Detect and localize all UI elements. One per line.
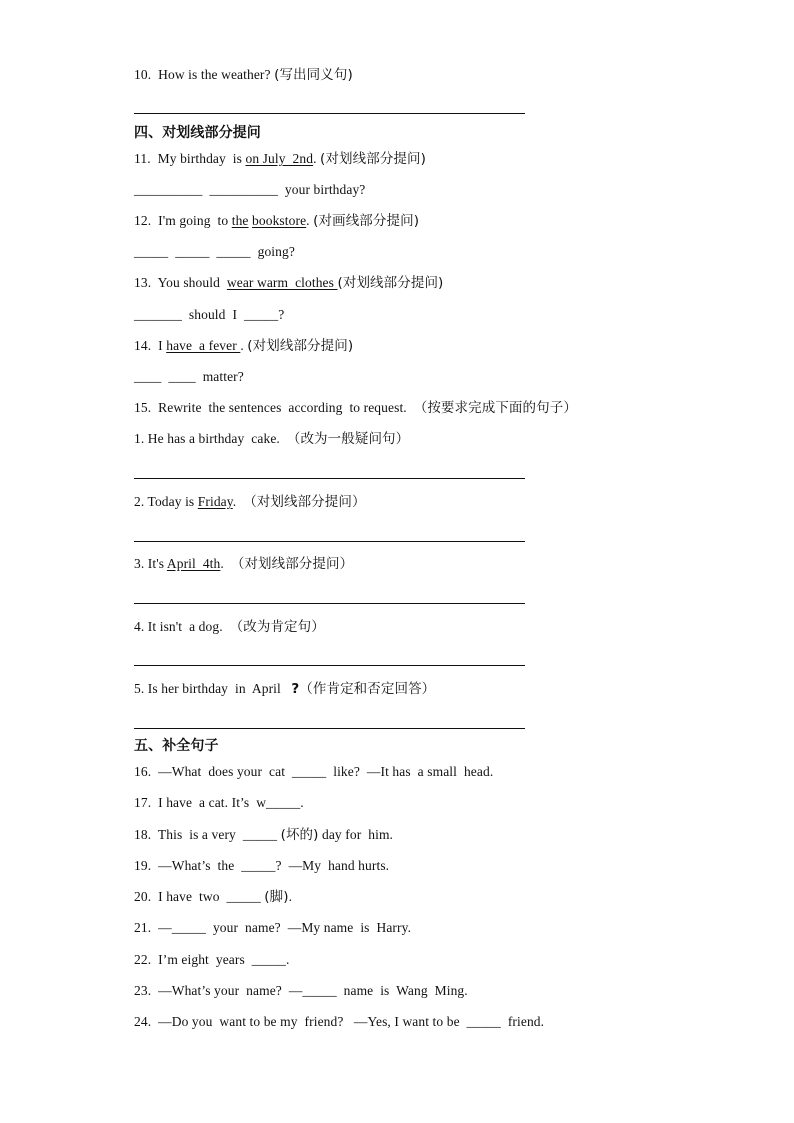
answer-line-s2	[134, 541, 525, 542]
answer-line-s4	[134, 665, 525, 666]
question-13: 13. You should wear warm clothes (对划线部分提问)	[134, 275, 444, 291]
question-17: 17. I have a cat. It’s w_____.	[134, 795, 304, 810]
question-11: 11. My birthday is on July 2nd. (对划线部分提问)	[134, 151, 426, 167]
answer-14: ____ ____ matter?	[134, 369, 244, 384]
section-5-title: 五、补全句子	[134, 738, 219, 754]
question-22: 22. I’m eight years _____.	[134, 952, 290, 967]
answer-line-s5	[134, 728, 525, 729]
answer-line-10	[134, 113, 525, 114]
sentence-5: 5. Is her birthday in April ?（作肯定和否定回答）	[134, 681, 436, 697]
question-14: 14. I have a fever . (对划线部分提问)	[134, 338, 354, 354]
sentence-1: 1. He has a birthday cake. （改为一般疑问句）	[134, 431, 410, 447]
question-20: 20. I have two _____ (脚).	[134, 889, 293, 905]
section-4-title: 四、对划线部分提问	[134, 125, 261, 141]
sentence-3: 3. It's April 4th. （对划线部分提问）	[134, 556, 354, 572]
answer-12: _____ _____ _____ going?	[134, 244, 295, 259]
question-23: 23. —What’s your name? —_____ name is Wang Ming.	[134, 983, 468, 998]
question-10: 10. How is the weather? (写出同义句)	[134, 67, 353, 83]
question-19: 19. —What’s the _____? —My hand hurts.	[134, 858, 390, 873]
question-15: 15. Rewrite the sentences according to request. （按要求完成下面的句子）	[134, 400, 577, 416]
answer-line-s1	[134, 478, 525, 479]
answer-11: __________ __________ your birthday?	[134, 182, 366, 197]
question-18: 18. This is a very _____ (坏的) day for him.	[134, 827, 394, 843]
sentence-2: 2. Today is Friday. （对划线部分提问）	[134, 494, 366, 510]
answer-13: _______ should I _____?	[134, 307, 285, 322]
question-24: 24. —Do you want to be my friend? —Yes, I want to be _____ friend.	[134, 1014, 545, 1029]
answer-line-s3	[134, 603, 525, 604]
sentence-4: 4. It isn't a dog. （改为肯定句）	[134, 619, 325, 635]
question-21: 21. —_____ your name? —My name is Harry.	[134, 920, 412, 935]
question-16: 16. —What does your cat _____ like? —It has a small head.	[134, 764, 494, 779]
question-12: 12. I'm going to the bookstore. (对画线部分提问)	[134, 213, 420, 229]
